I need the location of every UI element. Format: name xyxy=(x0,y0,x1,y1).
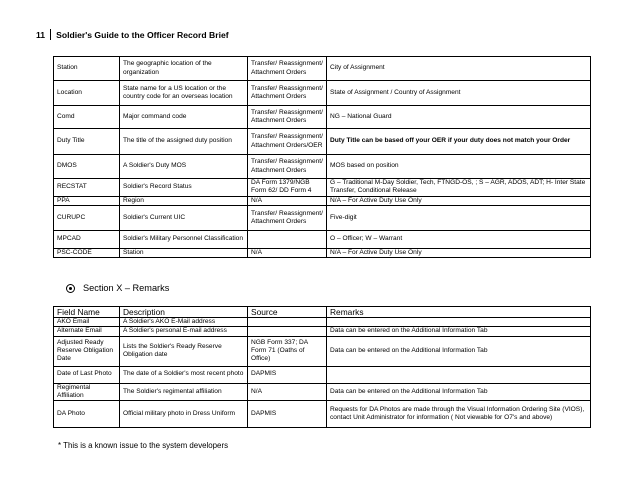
table-cell: Data can be entered on the Additional Information Tab xyxy=(327,383,591,401)
table-cell xyxy=(248,318,327,327)
table-cell: Station xyxy=(120,248,248,257)
table-cell: Soldier's Current UIC xyxy=(120,205,248,230)
table-cell: Five-digit xyxy=(327,205,591,230)
table-row xyxy=(54,155,591,179)
table-cell: DAPMIS xyxy=(248,366,327,383)
table-cell: Region xyxy=(120,196,248,205)
table-cell: Station xyxy=(54,57,120,81)
table-cell: Alternate Email xyxy=(54,327,120,336)
table-cell xyxy=(248,230,327,248)
table-row xyxy=(54,81,591,106)
table-cell: Transfer/ Reassignment/ Attachment Orders xyxy=(248,205,327,230)
table-row xyxy=(54,196,591,205)
column-header: Description xyxy=(120,307,248,318)
table-cell: Major command code xyxy=(120,106,248,129)
table-cell: A Soldier's Duty MOS xyxy=(120,155,248,179)
table-cell: PPA xyxy=(54,196,120,205)
table-cell: Comd xyxy=(54,106,120,129)
table-cell: City of Assignment xyxy=(327,57,591,81)
table-cell: Transfer/ Reassignment/ Attachment Orders xyxy=(248,155,327,179)
table-cell: Transfer/ Reassignment/ Attachment Orders/OER xyxy=(248,129,327,155)
table-row xyxy=(54,318,591,327)
table-cell: Transfer/ Reassignment/ Attachment Orders xyxy=(248,106,327,129)
radio-bullet-icon xyxy=(66,284,75,293)
table-cell: Requests for DA Photos are made through the Visual Information Ordering Site (VIOS), contact Unit Administrator for information ( Not viewable for O7's and above) xyxy=(327,401,591,428)
table-cell: Data can be entered on the Additional Information Tab xyxy=(327,327,591,336)
table-cell: A Soldier's AKO E-Mail address xyxy=(120,318,248,327)
table-header-row xyxy=(54,307,591,318)
table-row xyxy=(54,248,591,257)
table-cell: DA Photo xyxy=(54,401,120,428)
table-cell: G – Traditional M-Day Soldier, Tech, FTNGD-OS, ; S – AGR, ADOS, ADT; H- Inter State Transfer, Conditional Release xyxy=(327,179,591,197)
table-cell: Regimental Affiliation xyxy=(54,383,120,401)
table-row xyxy=(54,129,591,155)
table-row xyxy=(54,205,591,230)
table-row xyxy=(54,336,591,366)
table-cell: PSC-CODE xyxy=(54,248,120,257)
section-label: Section X – Remarks xyxy=(83,283,170,293)
table-cell: N/A – For Active Duty Use Only xyxy=(327,196,591,205)
table-cell: AKO Email xyxy=(54,318,120,327)
table-cell: The Soldier's regimental affiliation xyxy=(120,383,248,401)
table-cell: Location xyxy=(54,81,120,106)
table-cell: DAPMIS xyxy=(248,401,327,428)
table-cell: Soldier's Military Personnel Classification xyxy=(120,230,248,248)
table-cell: Date of Last Photo xyxy=(54,366,120,383)
table-cell: N/A – For Active Duty Use Only xyxy=(327,248,591,257)
table-cell: MPCAD xyxy=(54,230,120,248)
table-cell: State of Assignment / Country of Assignment xyxy=(327,81,591,106)
table-cell: Transfer/ Reassignment/ Attachment Orders xyxy=(248,81,327,106)
table-cell: A Soldier's personal E-mail address xyxy=(120,327,248,336)
table-cell xyxy=(327,318,591,327)
table-cell: State name for a US location or the country code for an overseas location xyxy=(120,81,248,106)
table-row xyxy=(54,383,591,401)
table-cell: O – Officer; W – Warrant xyxy=(327,230,591,248)
table-cell: N/A xyxy=(248,248,327,257)
table-cell: DMOS xyxy=(54,155,120,179)
table-row xyxy=(54,230,591,248)
table-cell: N/A xyxy=(248,196,327,205)
table-cell: NGB Form 337; DA Form 71 (Oaths of Office) xyxy=(248,336,327,366)
table-cell: CURUPC xyxy=(54,205,120,230)
table-cell: Transfer/ Reassignment/ Attachment Orders xyxy=(248,57,327,81)
table-cell: The geographic location of the organization xyxy=(120,57,248,81)
header-divider xyxy=(50,29,51,40)
table-cell: NG – National Guard xyxy=(327,106,591,129)
column-header: Field Name xyxy=(54,307,120,318)
table-cell: Soldier's Record Status xyxy=(120,179,248,197)
page-header xyxy=(36,29,229,40)
remarks-table xyxy=(53,306,591,428)
section-heading xyxy=(66,283,169,293)
column-header: Source xyxy=(248,307,327,318)
table-cell: MOS based on position xyxy=(327,155,591,179)
column-header: Remarks xyxy=(327,307,591,318)
table-cell xyxy=(248,327,327,336)
table-cell: The date of a Soldier's most recent photo xyxy=(120,366,248,383)
table-cell: Official military photo in Dress Uniform xyxy=(120,401,248,428)
table-row xyxy=(54,327,591,336)
table-cell: Duty Title xyxy=(54,129,120,155)
table-cell xyxy=(327,366,591,383)
table-row xyxy=(54,179,591,197)
footnote: * This is a known issue to the system developers xyxy=(58,441,229,450)
table-row xyxy=(54,106,591,129)
table-cell: Adjusted Ready Reserve Obligation Date xyxy=(54,336,120,366)
record-fields-table xyxy=(53,56,591,258)
table-cell: The title of the assigned duty position xyxy=(120,129,248,155)
table-cell: Data can be entered on the Additional Information Tab xyxy=(327,336,591,366)
table-cell: DA Form 1379/NGB Form 62/ DD Form 4 xyxy=(248,179,327,197)
page-number: 11 xyxy=(36,29,46,40)
table-row xyxy=(54,366,591,383)
table-cell: RECSTAT xyxy=(54,179,120,197)
table-cell: Duty Title can be based off your OER if your duty does not match your Order xyxy=(327,129,591,155)
table-cell: N/A xyxy=(248,383,327,401)
table-row xyxy=(54,401,591,428)
table-cell: Lists the Soldier's Ready Reserve Obligation date xyxy=(120,336,248,366)
document-title: Soldier's Guide to the Officer Record Brief xyxy=(56,29,229,40)
table-row xyxy=(54,57,591,81)
